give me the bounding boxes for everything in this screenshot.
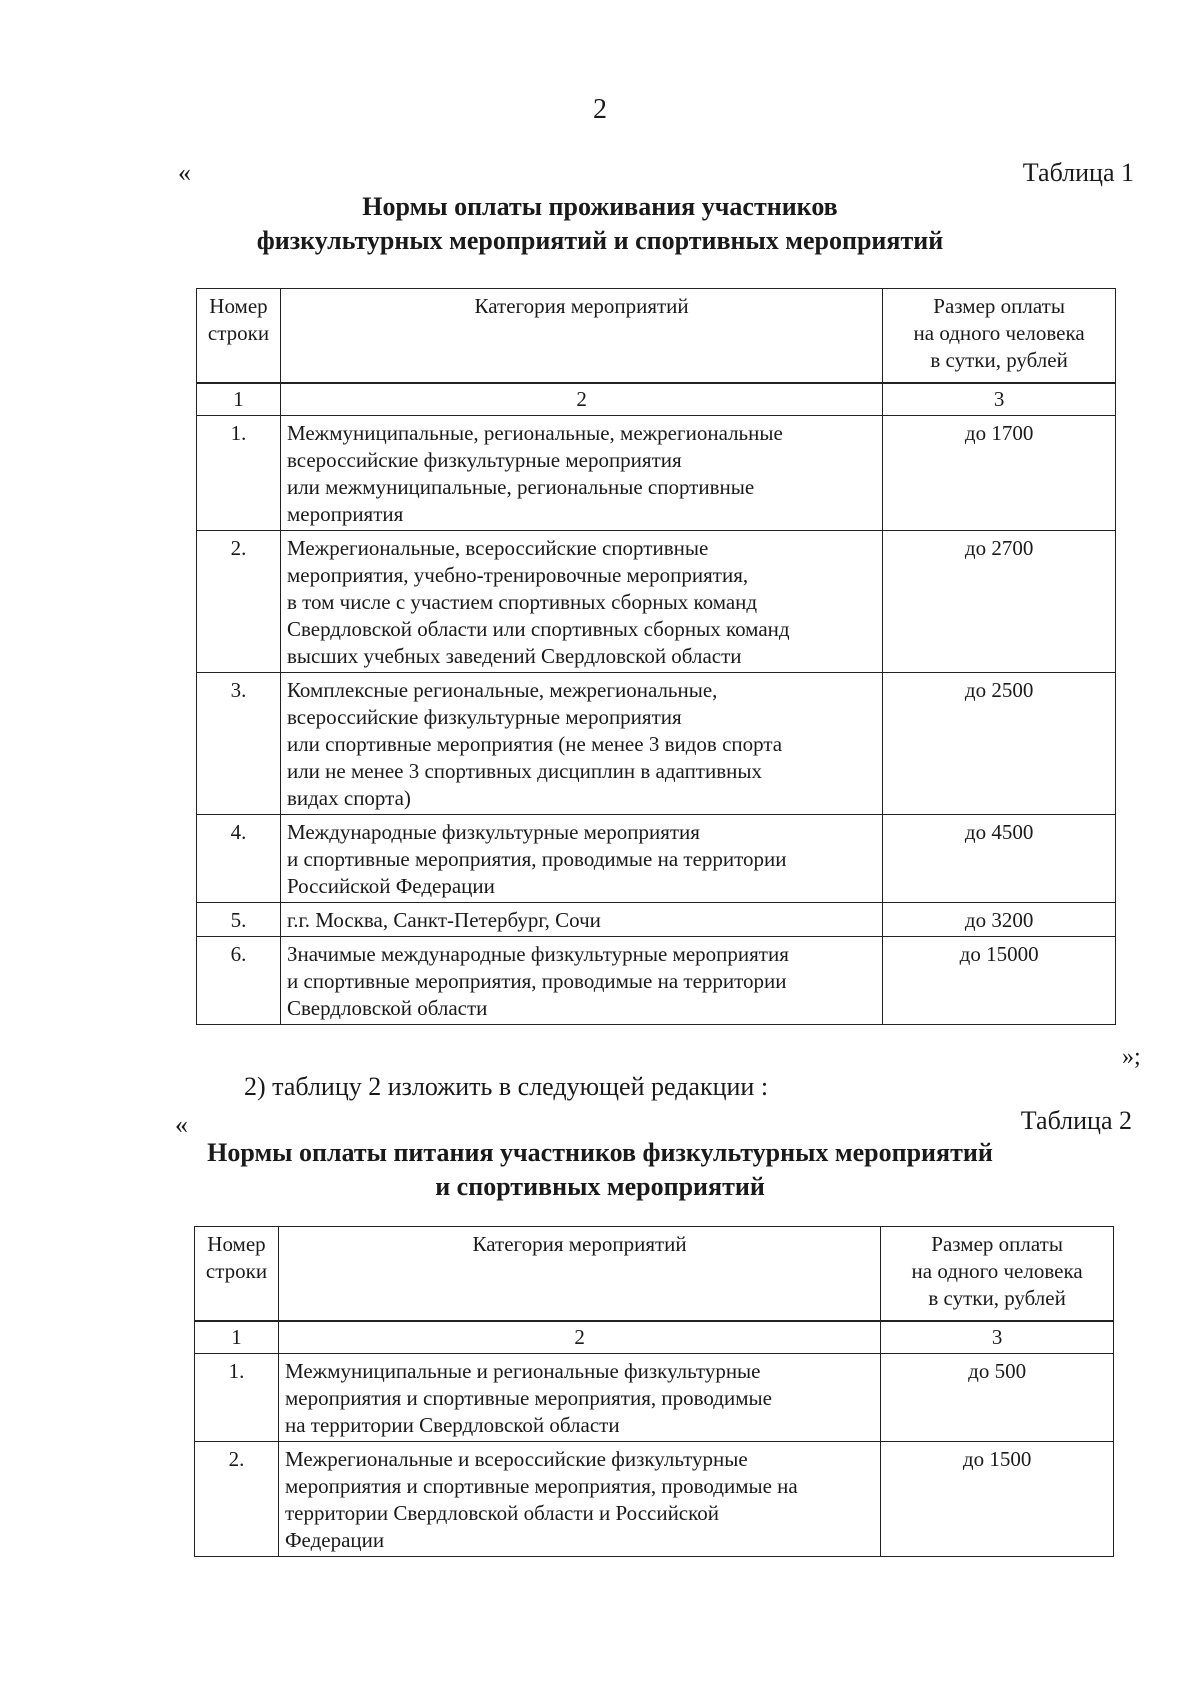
category-line: мероприятия [286, 501, 404, 526]
header-text-line: в сутки, рублей [928, 1286, 1066, 1310]
table2-header-payment [881, 1227, 1114, 1321]
table1-quote-close: »; [1122, 1044, 1141, 1070]
table1 [196, 288, 1116, 1025]
table-row [197, 936, 1116, 1024]
row-payment: до 3200 [883, 902, 1116, 936]
category-line: мероприятия и спортивные мероприятия, проводимые на [284, 1473, 798, 1498]
table-row [197, 672, 1116, 814]
row-payment: до 2500 [883, 672, 1116, 814]
category-line: мероприятия, учебно-тренировочные мероприятия, [286, 562, 749, 587]
table-row [197, 415, 1116, 530]
header-text-line: Размер оплаты [933, 294, 1065, 318]
row-category [280, 936, 882, 1024]
row-number: 2. [195, 1441, 279, 1556]
row-payment: до 15000 [883, 936, 1116, 1024]
table1-header-number [197, 289, 281, 383]
category-line: Значимые международные физкультурные мероприятия [286, 941, 789, 966]
category-line: или спортивные мероприятия (не менее 3 видов спорта [286, 731, 783, 756]
category-line: г.г. Москва, Санкт-Петербург, Сочи [286, 907, 601, 932]
table2-header-row [195, 1227, 1114, 1321]
index-cell: 3 [883, 383, 1116, 416]
table1-label: Таблица 1 [1022, 158, 1134, 187]
table1-quote-open: « [178, 158, 191, 187]
row-payment: до 1500 [881, 1441, 1114, 1556]
row-category [280, 814, 882, 902]
category-line: всероссийские физкультурные мероприятия [286, 447, 682, 472]
row-number: 2. [197, 530, 281, 672]
header-text-line: строки [205, 1259, 268, 1283]
row-category [280, 902, 882, 936]
category-line: высших учебных заведений Свердловской области [286, 643, 742, 668]
table1-title [0, 190, 1200, 258]
row-category [280, 530, 882, 672]
category-line: и спортивные мероприятия, проводимые на территории [286, 846, 787, 871]
index-cell: 3 [881, 1321, 1114, 1354]
row-payment: до 1700 [883, 415, 1116, 530]
category-line: Межрегиональные и всероссийские физкультурные [284, 1446, 748, 1471]
header-text-line: на одного человека [913, 321, 1085, 345]
category-line: или не менее 3 спортивных дисциплин в адаптивных [286, 758, 762, 783]
index-cell: 1 [195, 1321, 279, 1354]
category-line: или межмуниципальные, региональные спортивные [286, 474, 755, 499]
row-category [280, 415, 882, 530]
table2-title-line: и спортивных мероприятий [435, 1172, 765, 1201]
table2-title [0, 1136, 1200, 1204]
row-number: 3. [197, 672, 281, 814]
category-line: Свердловской области [286, 995, 488, 1020]
table1-title-line: физкультурных мероприятий и спортивных мероприятий [256, 226, 944, 255]
table1-header-payment [883, 289, 1116, 383]
table2-label: Таблица 2 [1020, 1106, 1132, 1135]
row-category [278, 1353, 880, 1441]
header-text-line: в сутки, рублей [930, 348, 1068, 372]
category-line: Свердловской области или спортивных сборных команд [286, 616, 790, 641]
header-text-line: Номер [209, 294, 268, 318]
table2-index-row [195, 1321, 1114, 1354]
index-cell: 2 [278, 1321, 880, 1354]
header-text-line: Номер [207, 1232, 266, 1256]
row-payment: до 4500 [883, 814, 1116, 902]
row-number: 1. [197, 415, 281, 530]
table2-header-category: Категория мероприятий [278, 1227, 880, 1321]
table1-header-category: Категория мероприятий [280, 289, 882, 383]
row-number: 1. [195, 1353, 279, 1441]
table2 [194, 1226, 1114, 1557]
row-category [280, 672, 882, 814]
category-line: и спортивные мероприятия, проводимые на территории [286, 968, 787, 993]
category-line: территории Свердловской области и Российской [284, 1500, 720, 1525]
table-row [197, 902, 1116, 936]
table1-index-row [197, 383, 1116, 416]
category-line: мероприятия и спортивные мероприятия, проводимые [284, 1385, 772, 1410]
table-row [197, 814, 1116, 902]
category-line: Комплексные региональные, межрегиональные, [286, 677, 718, 702]
table2-quote-open: « [175, 1110, 188, 1139]
row-payment: до 2700 [883, 530, 1116, 672]
category-line: Межрегиональные, всероссийские спортивные [286, 535, 709, 560]
table-row [197, 530, 1116, 672]
category-line: видах спорта) [286, 785, 411, 810]
category-line: в том числе с участием спортивных сборных команд [286, 589, 758, 614]
header-text-line: на одного человека [911, 1259, 1083, 1283]
table-row [195, 1441, 1114, 1556]
category-line: Международные физкультурные мероприятия [286, 819, 700, 844]
row-payment: до 500 [881, 1353, 1114, 1441]
row-number: 4. [197, 814, 281, 902]
table1-title-line: Нормы оплаты проживания участников [362, 192, 838, 221]
category-line: Межмуниципальные и региональные физкультурные [284, 1358, 761, 1383]
row-category [278, 1441, 880, 1556]
page-number: 2 [593, 94, 607, 125]
instruction-text: 2) таблицу 2 изложить в следующей редакции : [244, 1072, 769, 1101]
row-number: 6. [197, 936, 281, 1024]
table2-header-number [195, 1227, 279, 1321]
row-number: 5. [197, 902, 281, 936]
category-line: Федерации [284, 1527, 385, 1552]
category-line: Российской Федерации [286, 873, 495, 898]
table2-title-line: Нормы оплаты питания участников физкультурных мероприятий [207, 1138, 993, 1167]
category-line: Межмуниципальные, региональные, межрегиональные [286, 420, 783, 445]
index-cell: 1 [197, 383, 281, 416]
category-line: на территории Свердловской области [284, 1412, 620, 1437]
header-text-line: Размер оплаты [931, 1232, 1063, 1256]
table-row [195, 1353, 1114, 1441]
category-line: всероссийские физкультурные мероприятия [286, 704, 682, 729]
index-cell: 2 [280, 383, 882, 416]
header-text-line: строки [207, 321, 270, 345]
table1-header-row [197, 289, 1116, 383]
